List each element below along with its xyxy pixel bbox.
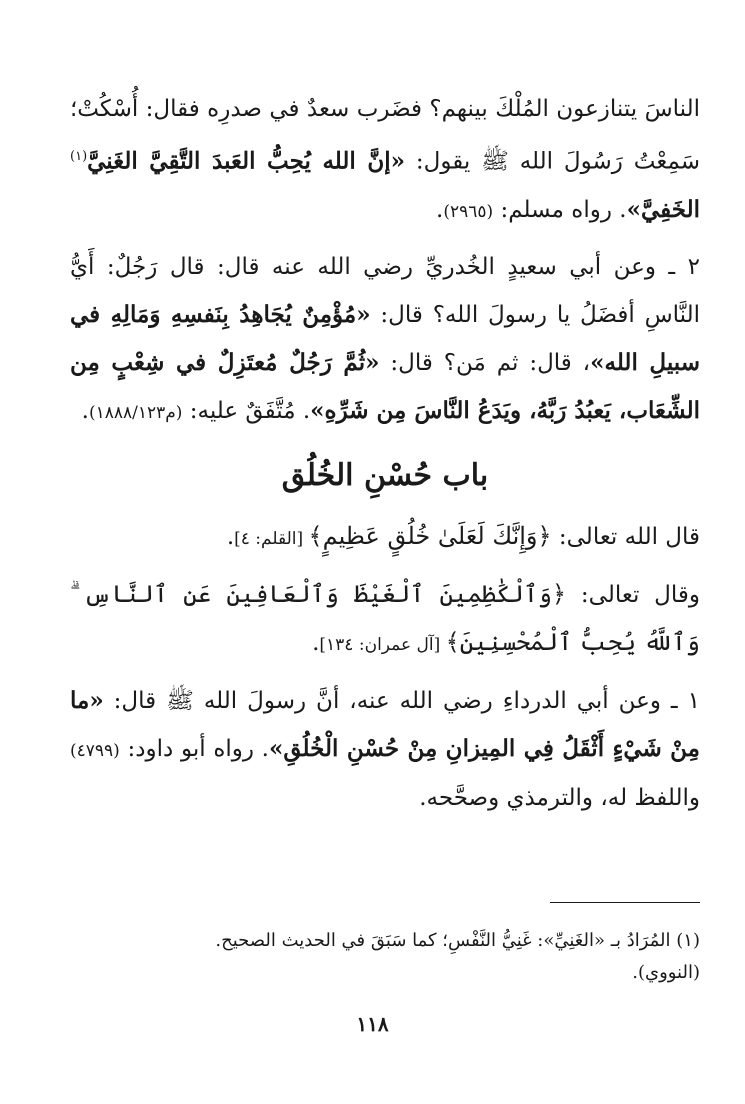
footnote-1-attribution: (النووي). (632, 962, 700, 983)
footnotes (70, 925, 700, 989)
para3-source-ref: (٤٧٩٩) (70, 740, 120, 761)
verse2-end: . (312, 629, 320, 656)
paragraph-3 (70, 677, 700, 822)
paragraph-1 (70, 86, 700, 236)
hadith-answer-1: «مُؤْمِنٌ يُجَاهِدُ بِنَفسِهِ وَمَالِهِ في سبيلِ الله» (70, 300, 700, 376)
para3-rest: واللفظ له، والترمذي وصحَّحه. (419, 784, 700, 811)
hadith-text-b: الخَفِيَّ» (626, 195, 700, 223)
para2-end: . (81, 397, 89, 424)
footnote-divider (550, 902, 700, 903)
hadith-text-a: «إنَّ الله يُحِبُّ العَبدَ التَّقِيَّ الغَنِيَّ (87, 147, 405, 175)
hadith-answer-2: «ثُمَّ رَجُلٌ مُعتَزِلٌ في شِعْبٍ مِن الشِّعَاب، يَعبُدُ رَبَّهُ، ويَدَعُ النَّاسَ مِن شَرِّهِ» (70, 348, 700, 424)
verse-1 (70, 513, 700, 563)
para1-line1: الناسَ يتنازعون المُلْكَ بينهم؟ فضَرب سعدٌ في صدرِه فقال: (145, 96, 701, 122)
para2-mid: ، قال: ثم مَن؟ قال: (379, 349, 591, 376)
page-number: ١١٨ (356, 1012, 389, 1036)
verse2-text: ﴿وَٱلْكَٰظِمِينَ ٱلْغَيْظَ وَٱلْعَافِينَ عَنِ ٱلنَّاسِ ۗ وَٱللَّهُ يُحِبُّ ٱلْمُحْسِنِينَ﴾ (70, 579, 700, 656)
verse1-text: ﴿وَإِنَّكَ لَعَلَىٰ خُلُقٍ عَظِيمٍ﴾ (308, 521, 552, 550)
verse2-ref: [آل عمران: ١٣٤] (319, 634, 446, 655)
para1-end: . (436, 196, 444, 223)
hadith-source: . رواه مسلم: (493, 196, 627, 223)
para3-source: . رواه أبو داود: (119, 735, 269, 762)
verse1-intro: قال الله تعالى: (551, 523, 700, 550)
verse1-ref: [القلم: ٤] (234, 528, 309, 549)
hadith-source-ref: (٢٩٦٥) (443, 201, 494, 222)
paragraph-2 (70, 244, 700, 437)
verse1-end: . (226, 523, 235, 550)
para2-source: . مُتَّفَقٌ عليه: (182, 397, 311, 424)
page-body (70, 86, 700, 822)
chapter-heading: باب حُسْنِ الخُلُق (281, 457, 489, 493)
footnote-reference[interactable]: (١) (70, 149, 88, 164)
para2-source-ref: (م١٨٨٨/١٢٣) (88, 402, 183, 423)
para3-hadith: «ما مِنْ شَيْءٍ أَثْقَلُ فِي المِيزانِ مِنْ حُسْنِ الْخُلُقِ» (70, 686, 700, 762)
verse-2 (70, 571, 700, 669)
para2-intro: ٢ ـ وعن أبي سعيدٍ الخُدريِّ رضي الله عنه قال: قال رَجُلٌ: أَيُّ النَّاسِ أفضَلُ يا رسولَ الله؟ قال: (70, 253, 700, 328)
para3-intro: ١ ـ وعن أبي الدرداءِ رضي الله عنه، أنَّ رسولَ الله ﷺ قال: (103, 687, 700, 714)
verse2-intro: وقال تعالى: (566, 581, 701, 608)
para1-line2-start: أُسْكُتْ؛ سَمِعْتُ رَسُولَ الله ﷺ يقول: (70, 96, 701, 175)
footnote-1: (١) المُرَادُ بـ «الغَنِيِّ»: غَنِيُّ النَّفْسِ؛ كما سَبَقَ في الحديث الصحيح. (215, 930, 700, 951)
